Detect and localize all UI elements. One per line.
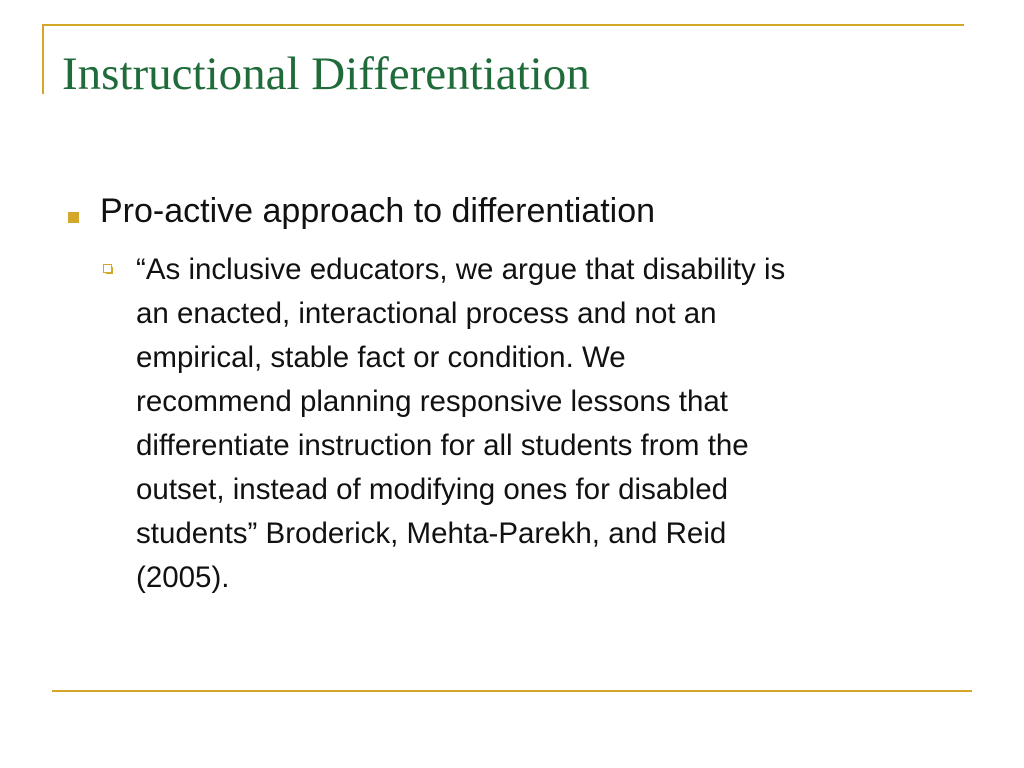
quote-line: an enacted, interactional process and not an <box>136 297 717 330</box>
quote-line: “As inclusive educators, we argue that disability is <box>136 253 786 286</box>
bottom-accent-rule <box>52 690 972 692</box>
quote-line: outset, instead of modifying ones for disabled <box>136 473 729 506</box>
quote-text <box>136 248 785 600</box>
filled-square-icon <box>68 212 79 223</box>
bullet-text: Pro-active approach to differentiation <box>100 192 656 230</box>
hollow-square-icon <box>103 264 112 273</box>
slide-title: Instructional Differentiation <box>62 48 590 100</box>
top-accent-rule <box>42 24 964 26</box>
quote-line: (2005). <box>136 561 230 594</box>
quote-line: differentiate instruction for all students from the <box>136 429 749 462</box>
quote-line: students” Broderick, Mehta-Parekh, and Reid <box>136 517 727 550</box>
quote-line: empirical, stable fact or condition. We <box>136 341 626 374</box>
quote-line: recommend planning responsive lessons that <box>136 385 728 418</box>
left-accent-rule <box>42 24 44 94</box>
